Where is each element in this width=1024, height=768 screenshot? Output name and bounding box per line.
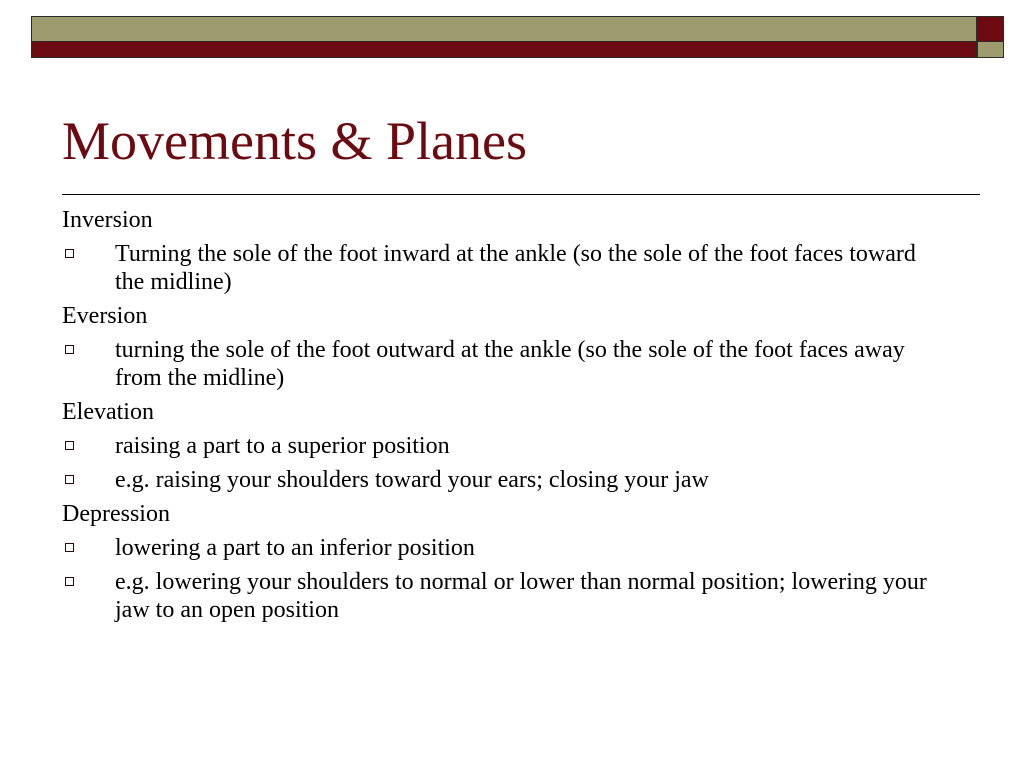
term-elevation: Elevation [62,399,154,425]
bullet-item [62,568,942,624]
hollow-square-bullet-icon [65,345,74,354]
term-inversion: Inversion [62,207,153,233]
hollow-square-bullet-icon [65,577,74,586]
slide-body [62,206,942,630]
header-bar-olive [31,16,977,42]
bullet-item [62,336,942,392]
slide-title: Movements & Planes [62,111,527,171]
bullet-text: lowering a part to an inferior position [115,535,475,561]
bullet-text: e.g. lowering your shoulders to normal or lower than normal position; lowering your jaw to an open position [115,569,927,623]
bullet-text: Turning the sole of the foot inward at the ankle (so the sole of the foot faces toward the midline) [115,241,916,295]
bullet-item [62,240,942,296]
hollow-square-bullet-icon [65,543,74,552]
header-square-olive [977,41,1004,58]
title-divider [62,194,980,195]
bullet-item [62,432,942,460]
term-depression: Depression [62,501,170,527]
hollow-square-bullet-icon [65,249,74,258]
bullet-text: turning the sole of the foot outward at the ankle (so the sole of the foot faces away from the midline) [115,337,905,391]
hollow-square-bullet-icon [65,475,74,484]
hollow-square-bullet-icon [65,441,74,450]
term-eversion: Eversion [62,303,148,329]
bullet-item [62,534,942,562]
bullet-text: raising a part to a superior position [115,433,450,459]
bullet-text: e.g. raising your shoulders toward your ears; closing your jaw [115,467,709,493]
header-square-red [977,16,1004,42]
bullet-item [62,466,942,494]
header-bar-red [31,41,977,58]
